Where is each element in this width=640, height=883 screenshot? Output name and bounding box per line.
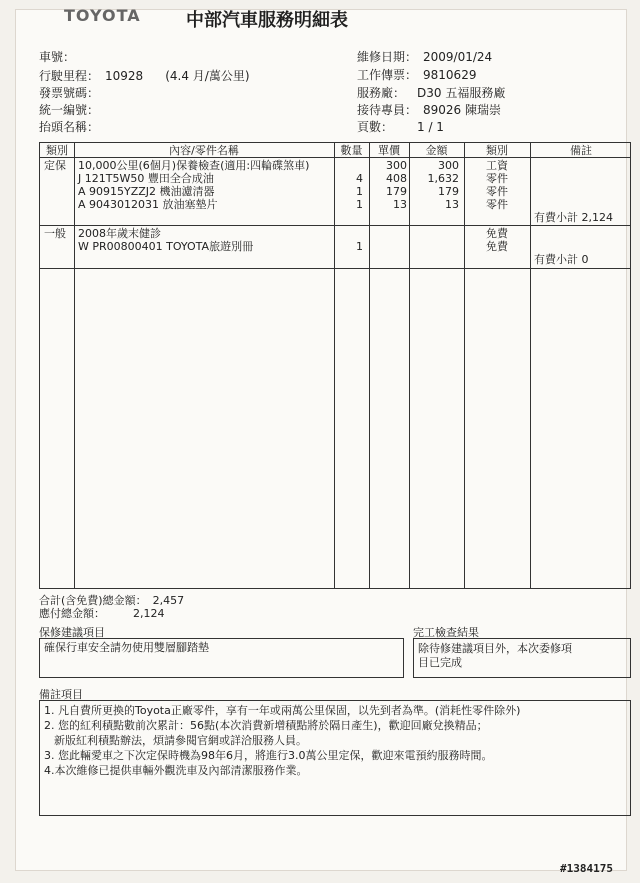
row-2-type: 零件 — [486, 172, 508, 185]
mileage-value: 10928 — [105, 69, 144, 83]
work-order-value: 9810629 — [423, 68, 477, 82]
row-4-type: 零件 — [486, 198, 508, 211]
payable-value: 2,124 — [133, 607, 165, 620]
mileage-label: 行駛里程： — [39, 69, 100, 83]
invoice-label: 發票號碼： — [39, 86, 100, 100]
repair-date-label: 維修日期： — [357, 50, 418, 64]
row-4-note: 有費小計 2,124 — [534, 211, 613, 224]
vehicle-no-row — [39, 50, 99, 64]
table-header-divider — [40, 157, 630, 158]
watermark: #1384175 — [560, 862, 613, 875]
maintenance-suggestion-content: 確保行車安全請勿使用雙層腳踏墊 — [44, 641, 209, 654]
service-factory-value: D30 五福服務廠 — [417, 86, 506, 100]
notes-box — [39, 700, 631, 816]
maintenance-suggestion-box — [39, 638, 404, 678]
row-2-unit-price: 408 — [386, 172, 407, 185]
row-4-description: A 9043012031 放油塞墊片 — [78, 198, 218, 211]
column-header-note: 備註 — [570, 144, 592, 157]
col-divider-5 — [464, 143, 465, 588]
content-divider — [40, 268, 630, 269]
section-divider — [40, 225, 630, 226]
row-1-type: 工資 — [486, 159, 508, 172]
row-1-category: 定保 — [44, 159, 66, 172]
service-factory-row — [357, 86, 505, 100]
note-item-3: 新版紅利積點辦法，煩請參閱官網或詳洽服務人員。 — [54, 734, 307, 747]
column-header-category: 類別 — [46, 144, 68, 157]
tax-id-label: 統一編號： — [39, 103, 100, 117]
advisor-row — [357, 103, 501, 117]
note-item-5: 4.本次維修已提供車輛外觀洗車及內部清潔服務作業。 — [44, 764, 308, 777]
row-3-unit-price: 179 — [386, 185, 407, 198]
row-4-amount: 13 — [445, 198, 459, 211]
invoice-row — [39, 86, 105, 100]
title-row — [39, 120, 105, 134]
tax-id-row — [39, 103, 105, 117]
row-6-type: 免費 — [486, 240, 508, 253]
work-order-label: 工作傳票： — [357, 68, 418, 82]
row-2-qty: 4 — [356, 172, 363, 185]
row-5-description: 2008年歲末健診 — [78, 227, 161, 240]
column-header-description: 內容/零件名稱 — [169, 144, 239, 157]
completion-check-box — [413, 638, 631, 678]
advisor-value: 89026 陳瑞崇 — [423, 103, 502, 117]
advisor-label: 接待專員： — [357, 103, 418, 117]
mileage-row — [39, 69, 250, 83]
title-label: 抬頭名稱： — [39, 120, 100, 134]
work-order-row — [357, 68, 476, 82]
note-item-1: 1. 凡自費所更換的Toyota正廠零件，享有一年或兩萬公里保固，以先到者為準。(消耗性零件除外) — [44, 704, 521, 717]
vehicle-no-label: 車號： — [39, 50, 76, 64]
service-factory-label: 服務廠： — [357, 86, 406, 100]
row-4-qty: 1 — [356, 198, 363, 211]
row-3-description: A 90915YZZJ2 機油濾清器 — [78, 185, 215, 198]
col-divider-6 — [530, 143, 531, 588]
row-6-description: W PR00800401 TOYOTA旅遊別冊 — [78, 240, 254, 253]
mileage-note: (4.4 月/萬公里) — [165, 69, 250, 83]
row-5-category: 一般 — [44, 227, 66, 240]
row-6-qty: 1 — [356, 240, 363, 253]
total-incl-free-value: 2,457 — [152, 594, 185, 607]
repair-date-row — [357, 50, 492, 64]
completion-check-line-2: 目已完成 — [418, 656, 462, 669]
page-row — [357, 120, 444, 134]
payable-row — [39, 607, 165, 621]
row-2-amount: 1,632 — [427, 172, 459, 185]
repair-date-value: 2009/01/24 — [423, 50, 493, 64]
notes-title: 備註項目 — [39, 688, 83, 701]
service-table — [39, 142, 631, 589]
column-header-type: 類別 — [486, 144, 508, 157]
payable-label: 應付總金額： — [39, 607, 105, 620]
column-header-amount: 金額 — [425, 144, 448, 157]
completion-check-title: 完工檢查結果 — [413, 626, 479, 639]
row-3-type: 零件 — [486, 185, 508, 198]
completion-check-line-1: 除待修建議項目外，本次委修項 — [418, 642, 572, 655]
total-incl-free-label: 合計(含免費)總金額： — [39, 594, 147, 607]
row-5-type: 免費 — [486, 227, 508, 240]
note-item-4: 3. 您此輛愛車之下次定保時機為98年6月，將進行3.0萬公里定保，歡迎來電預約服務時間。 — [44, 749, 493, 762]
column-header-qty: 數量 — [340, 144, 363, 157]
row-2-description: J 121T5W50 豐田全合成油 — [78, 172, 214, 185]
toyota-logo: TOYOTA — [64, 6, 141, 25]
column-header-unit-price: 單價 — [378, 144, 400, 157]
note-item-2: 2. 您的紅利積點數前次累計：56點(本次消費新增積點將於隔日產生)，歡迎回廠兌換精品； — [44, 719, 488, 732]
row-6-note: 有費小計 0 — [534, 253, 589, 266]
page-label: 頁數： — [357, 120, 394, 134]
document-title: 中部汽車服務明細表 — [186, 10, 348, 31]
maintenance-suggestion-title: 保修建議項目 — [39, 626, 105, 639]
total-incl-free-row — [39, 594, 184, 608]
row-1-unit-price: 300 — [386, 159, 407, 172]
col-divider-1 — [74, 143, 75, 588]
page-value: 1 / 1 — [417, 120, 444, 134]
row-3-amount: 179 — [438, 185, 459, 198]
row-3-qty: 1 — [356, 185, 363, 198]
row-4-unit-price: 13 — [393, 198, 407, 211]
row-1-description: 10,000公里(6個月)保養檢查(適用:四輪碟煞車) — [78, 159, 310, 172]
row-1-amount: 300 — [438, 159, 459, 172]
col-divider-2 — [334, 143, 335, 588]
